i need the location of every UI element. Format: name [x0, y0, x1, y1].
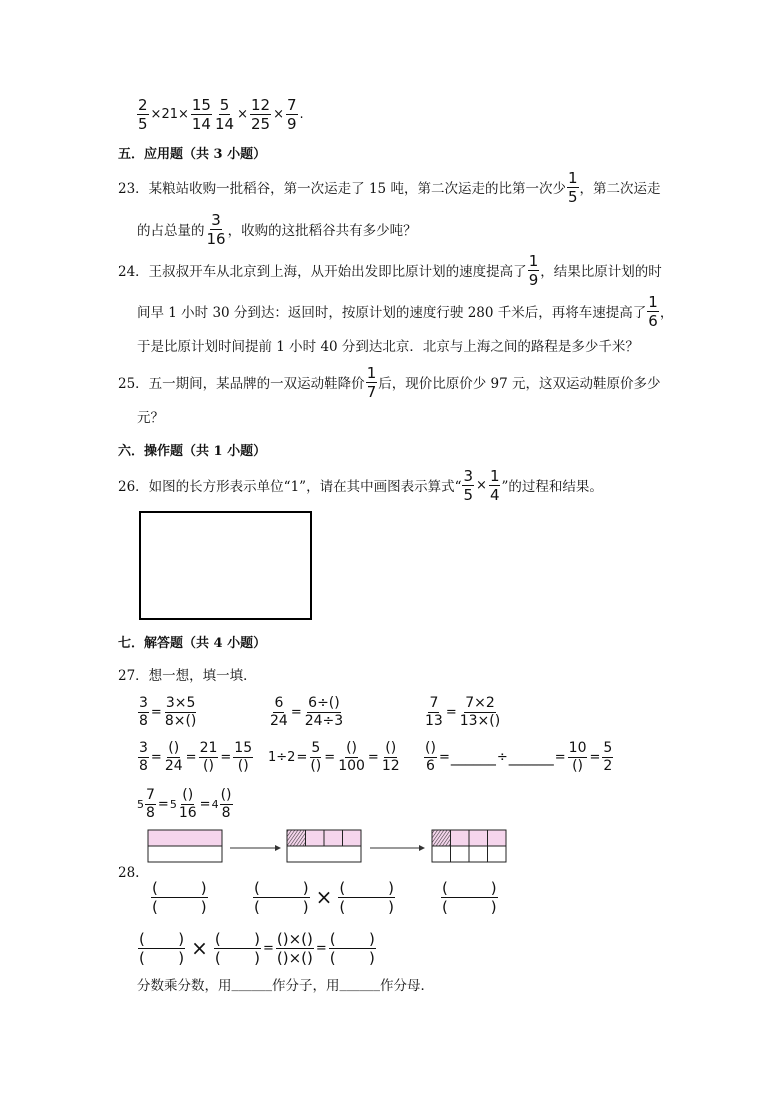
denominator: 100	[338, 757, 365, 774]
denominator: 14	[191, 114, 211, 133]
product-fraction	[276, 931, 314, 966]
q25-line-2	[137, 406, 164, 426]
denominator: 4	[489, 485, 500, 504]
fraction	[138, 741, 149, 774]
arrow-head	[275, 845, 281, 851]
numerator: 1	[648, 292, 658, 311]
answer-blank: ______	[450, 748, 496, 766]
numerator: ()	[385, 739, 397, 756]
denominator: 5	[138, 114, 148, 133]
denominator: 8×()	[164, 712, 197, 729]
numerator: ()	[220, 786, 232, 803]
denominator: 16	[178, 804, 197, 821]
blank-fraction	[441, 880, 498, 915]
denominator: 25	[250, 114, 271, 133]
q26-text-b: ”的过程和结果。	[501, 479, 603, 495]
numerator: 6	[274, 694, 284, 711]
q28-blank-fraction-1	[150, 879, 209, 915]
denominator: 5	[463, 485, 474, 504]
equals-sign: =	[367, 749, 379, 765]
fraction	[489, 468, 501, 503]
fraction	[164, 741, 184, 774]
top-expression	[136, 96, 305, 132]
answer-blank: ______	[339, 976, 380, 992]
denominator-blank: ( )	[339, 897, 395, 916]
denominator: 9	[528, 270, 539, 289]
numerator: 6÷()	[308, 694, 340, 711]
equals-sign: =	[290, 704, 302, 720]
numerator: 3	[211, 210, 221, 229]
answer-blank: ______	[508, 748, 554, 766]
q27-row2-item-c	[423, 739, 614, 775]
fraction	[178, 788, 198, 821]
answer-blank: ______	[231, 976, 272, 992]
equals-sign: =	[438, 749, 450, 765]
sentence-text-c: 作分母．	[380, 978, 434, 994]
q25-text-c: 元？	[137, 410, 164, 426]
q28-blank-fraction-3	[440, 879, 499, 915]
fraction	[286, 97, 298, 132]
equals-sign: =	[589, 749, 601, 765]
q24-text-d: ，	[659, 305, 674, 321]
fraction	[568, 741, 588, 774]
denominator: 24÷3	[304, 712, 344, 729]
numerator-blank: ( )	[442, 878, 497, 897]
times-sign: ×	[476, 477, 487, 493]
q28-equation	[137, 930, 377, 966]
q24-line-3	[137, 335, 639, 355]
numerator: 7	[429, 694, 439, 711]
denominator: 7	[366, 382, 377, 401]
numerator: 3	[139, 739, 148, 756]
q23-text-b: ，第二次运走	[579, 181, 661, 197]
numerator-blank: ( )	[139, 929, 185, 948]
fraction	[199, 741, 219, 774]
times-sign: ×	[273, 106, 284, 122]
denominator-blank: ( )	[442, 897, 497, 916]
times-21-times: ×21×	[150, 106, 189, 122]
numerator: 3	[139, 694, 148, 711]
times-sign: ×	[237, 106, 248, 122]
denominator: 14	[214, 114, 235, 133]
arrow-2	[370, 845, 425, 851]
denominator: 16	[206, 229, 226, 248]
fraction	[304, 696, 344, 729]
equals-sign: =	[150, 704, 162, 720]
equals-sign: =	[220, 749, 232, 765]
denominator: 8	[139, 712, 148, 729]
numerator: ()	[168, 739, 180, 756]
q23-text-c: 的占总量的	[137, 223, 205, 239]
denominator: 24	[270, 712, 288, 729]
denominator: 8	[221, 804, 231, 821]
times-sign: ×	[191, 936, 208, 960]
fraction	[250, 97, 271, 132]
fraction	[137, 97, 149, 132]
denominator-blank: ( )	[329, 948, 375, 967]
numerator: 10	[568, 739, 587, 756]
division-expression: 1÷2	[268, 749, 296, 765]
denominator: 12	[381, 757, 400, 774]
blank-fraction	[214, 931, 261, 966]
fraction	[145, 788, 156, 821]
equals-sign: =	[315, 940, 327, 956]
hatched-part	[287, 830, 306, 846]
numerator-product: ()×()	[276, 929, 313, 948]
numerator: 3	[463, 466, 474, 485]
denominator-blank: ( )	[152, 897, 207, 916]
mixed-number-whole: 5	[137, 797, 144, 811]
fraction	[462, 468, 474, 503]
denominator: ()	[572, 757, 584, 774]
fraction	[309, 741, 322, 774]
denominator: 24	[164, 757, 183, 774]
numerator: 5	[219, 95, 230, 114]
fraction	[567, 170, 579, 205]
q24-text-e: 于是比原计划时间提前 1 小时 40 分到达北京．北京与上海之间的路程是多少千米？	[137, 339, 639, 355]
q28-blank-product	[252, 879, 396, 915]
fraction	[366, 365, 378, 400]
numerator: 7×2	[465, 694, 495, 711]
denominator-blank: ( )	[254, 897, 309, 916]
numerator: 5	[603, 739, 613, 756]
q27-prompt	[118, 664, 257, 684]
denominator: 5	[567, 187, 578, 206]
denominator-product: ()×()	[276, 948, 313, 967]
q28-sentence	[137, 974, 434, 994]
fraction	[424, 741, 437, 774]
division-sign: ÷	[496, 749, 508, 765]
q23-line-1	[118, 169, 661, 205]
denominator: 9	[286, 114, 297, 133]
numerator: ()	[346, 739, 358, 756]
fraction	[220, 788, 233, 821]
fraction-area-diagram	[140, 824, 520, 868]
numerator: 7	[286, 95, 297, 114]
denominator-blank: ( )	[214, 948, 260, 967]
diagram-step-3	[432, 830, 506, 862]
denominator: 13×()	[459, 712, 501, 729]
blank-fraction	[138, 931, 185, 966]
times-sign: ×	[315, 885, 333, 909]
q24-text-b: ，结果比原计划的时	[540, 264, 662, 280]
period: .	[299, 106, 304, 122]
arrow-1	[230, 845, 281, 851]
section-7-title	[118, 631, 266, 651]
numerator: 1	[366, 363, 377, 382]
numerator-blank: ( )	[339, 878, 395, 897]
blank-fraction	[329, 931, 376, 966]
denominator: ()	[237, 757, 249, 774]
mixed-number-whole: 4	[211, 797, 219, 811]
equals-sign: =	[157, 796, 169, 812]
question-number: 28.	[118, 865, 140, 881]
q23-line-2	[137, 211, 417, 247]
denominator: ()	[310, 757, 322, 774]
fraction	[602, 741, 613, 774]
q27-row1-item-c	[423, 694, 502, 730]
fraction	[381, 741, 401, 774]
fraction	[206, 212, 227, 247]
diagram-step-1	[148, 830, 222, 862]
q24-text-c: 间早 1 小时 30 分到达：返回时，按原计划的速度行驶 280 千米后，再将车速提高了	[137, 305, 647, 321]
numerator-blank: ( )	[214, 929, 260, 948]
numerator-blank: ( )	[254, 878, 309, 897]
q27-row1-item-b	[268, 694, 345, 730]
blank-fraction	[338, 880, 395, 915]
q25-text-b: 后，现价比原价少 97 元，这双运动鞋原价多少	[378, 376, 661, 392]
numerator: 15	[191, 95, 211, 114]
equals-sign: =	[262, 940, 274, 956]
section-title-text: 六．操作题（共 1 小题）	[118, 443, 267, 459]
fraction	[191, 97, 212, 132]
equals-sign: =	[185, 749, 197, 765]
numerator: 12	[250, 95, 271, 114]
q26-line	[118, 467, 603, 503]
q23-text-d: ，收购的这批稻谷共有多少吨？	[227, 223, 417, 239]
numerator: 7	[146, 786, 155, 803]
numerator: 15	[234, 739, 253, 756]
q26-text-a: 26．如图的长方形表示单位“1”，请在其中画图表示算式“	[118, 479, 462, 495]
mixed-number-whole: 5	[169, 797, 177, 811]
fraction	[138, 696, 149, 729]
q27-prompt-text: 27．想一想，填一填．	[118, 668, 257, 684]
equals-sign: =	[296, 749, 308, 765]
denominator: 13	[425, 712, 443, 729]
numerator: 1	[567, 168, 578, 187]
hatched-part	[432, 830, 451, 846]
numerator: ()	[182, 786, 194, 803]
q27-row3-item-a	[137, 786, 234, 822]
fraction	[459, 696, 501, 729]
blank-fraction	[151, 880, 208, 915]
blank-fraction	[253, 880, 310, 915]
numerator-blank: ( )	[152, 878, 207, 897]
numerator: 1	[489, 466, 500, 485]
denominator: 6	[648, 311, 658, 330]
section-title-text: 七．解答题（共 4 小题）	[118, 635, 267, 651]
numerator: ()	[425, 739, 436, 756]
fraction	[528, 253, 540, 288]
section-5-title	[118, 142, 266, 162]
numerator: 3×5	[165, 694, 196, 711]
denominator: 8	[146, 804, 155, 821]
q25-line-1	[118, 364, 661, 400]
shaded-half	[148, 830, 222, 846]
equals-sign: =	[324, 749, 336, 765]
q25-text-a: 25．五一期间，某品牌的一双运动鞋降价	[118, 376, 365, 392]
numerator: 21	[199, 739, 218, 756]
diagram-step-2	[287, 830, 361, 862]
numerator-blank: ( )	[329, 929, 375, 948]
equals-sign: =	[150, 749, 162, 765]
q24-text-a: 24．王叔叔开车从北京到上海，从开始出发即比原计划的速度提高了	[118, 264, 527, 280]
denominator: 8	[139, 757, 148, 774]
fraction	[337, 741, 366, 774]
section-6-title	[118, 439, 266, 459]
unit-rectangle	[139, 511, 312, 620]
fraction	[647, 294, 659, 329]
denominator-blank: ( )	[139, 948, 185, 967]
fraction	[233, 741, 253, 774]
fraction	[269, 696, 289, 729]
q28-number	[118, 863, 139, 883]
arrow-head	[419, 845, 425, 851]
q24-line-2	[137, 293, 673, 329]
fraction	[214, 97, 235, 132]
section-title-text: 五．应用题（共 3 小题）	[118, 146, 267, 162]
denominator: ()	[203, 757, 214, 774]
fraction	[164, 696, 198, 729]
sentence-text-a: 分数乘分数，用	[137, 978, 232, 994]
numerator: 1	[528, 251, 539, 270]
numerator: 5	[311, 739, 321, 756]
equals-sign: =	[554, 749, 566, 765]
equals-sign: =	[445, 704, 457, 720]
sentence-text-b: 作分子，用	[272, 978, 340, 994]
equals-sign: =	[199, 796, 211, 812]
denominator: 6	[426, 757, 435, 774]
numerator: 2	[138, 95, 148, 114]
q24-line-1	[118, 252, 662, 288]
q27-row2-item-b	[268, 739, 402, 775]
q27-row2-item-a	[137, 739, 254, 775]
fraction	[424, 696, 444, 729]
denominator: 2	[603, 757, 613, 774]
q27-row1-item-a	[137, 694, 198, 730]
q23-text-a: 23．某粮站收购一批稻谷，第一次运走了 15 吨，第二次运走的比第一次少	[118, 181, 566, 197]
